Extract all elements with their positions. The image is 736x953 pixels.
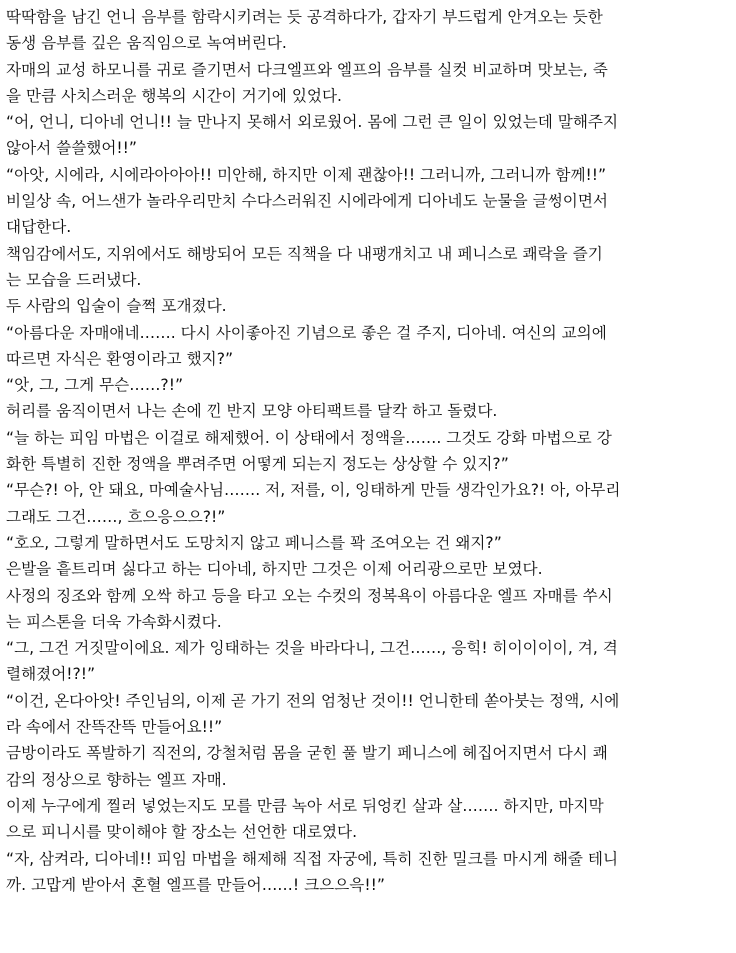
- text-line: 비일상 속, 어느샌가 놀라우리만치 수다스러워진 시에라에게 디아네도 눈물을 글썽이면서: [6, 192, 608, 211]
- text-line: “어, 언니, 디아네 언니!! 늘 만나지 못해서 외로웠어. 몸에 그런 큰 일이 있었는데 말해주지: [6, 113, 619, 132]
- text-line: “아앗, 시에라, 시에라아아아!! 미안해, 하지만 이제 괜찮아!! 그러니까, 그러니까 함께!!”: [6, 165, 607, 184]
- text-line: 동생 음부를 깊은 움직임으로 녹여버린다.: [6, 34, 287, 53]
- text-line: 책임감에서도, 지위에서도 해방되어 모든 직책을 다 내팽개치고 내 페니스로 쾌락을 즐기: [6, 244, 603, 263]
- text-line: “아름다운 자매애네……. 다시 사이좋아진 기념으로 좋은 걸 주지, 디아네. 여신의 교의에: [6, 323, 607, 342]
- text-line: 는 피스톤을 더욱 가속화시켰다.: [6, 612, 222, 631]
- text-line: 사정의 징조와 함께 오싹 하고 등을 타고 오는 수컷의 정복욕이 아름다운 엘프 자매를 쑤시: [6, 586, 613, 605]
- text-line: “호오, 그렇게 말하면서도 도망치지 않고 페니스를 꽉 조여오는 건 왜지?”: [6, 533, 502, 552]
- text-line: 을 만큼 사치스러운 행복의 시간이 거기에 있었다.: [6, 86, 342, 105]
- text-line: 감의 정상으로 향하는 엘프 자매.: [6, 770, 227, 789]
- text-line: “이건, 온다아앗! 주인님의, 이제 곧 가기 전의 엄청난 것이!! 언니한테 쏟아붓는 정액, 시에: [6, 691, 620, 710]
- text-line: 않아서 쓸쓸했어!!”: [6, 139, 137, 158]
- text-line: 렬해졌어!?!”: [6, 665, 96, 684]
- text-line: “그, 그건 거짓말이에요. 제가 잉태하는 것을 바라다니, 그건……, 응힉! 히이이이이, 겨, 격: [6, 639, 618, 658]
- text-line: 화한 특별히 진한 정액을 뿌려주면 어떻게 되는지 정도는 상상할 수 있지?”: [6, 455, 509, 474]
- text-line: 은발을 흩트리며 싫다고 하는 디아네, 하지만 그것은 이제 어리광으로만 보였다.: [6, 560, 543, 579]
- text-line: “늘 하는 피임 마법은 이걸로 해제했어. 이 상태에서 정액을……. 그것도 강화 마법으로 강: [6, 428, 612, 447]
- text-line: 두 사람의 입술이 슬쩍 포개졌다.: [6, 297, 227, 316]
- document-body: [6, 4, 734, 898]
- text-line: “앗, 그, 그게 무슨……?!”: [6, 376, 184, 395]
- text-line: 는 모습을 드러냈다.: [6, 270, 142, 289]
- text-line: 허리를 움직이면서 나는 손에 낀 반지 모양 아티팩트를 달칵 하고 돌렸다.: [6, 402, 498, 421]
- text-line: 따르면 자식은 환영이라고 했지?”: [6, 349, 234, 368]
- text-line: 대답한다.: [6, 218, 72, 237]
- text-line: 이제 누구에게 찔러 넣었는지도 모를 만큼 녹아 서로 뒤엉킨 살과 살……. 하지만, 마지막: [6, 796, 604, 815]
- text-line: 으로 피니시를 맞이해야 할 장소는 선언한 대로였다.: [6, 823, 358, 842]
- text-line: 까. 고맙게 받아서 혼혈 엘프를 만들어……! 크으으윽!!”: [6, 875, 385, 894]
- text-line: 그래도 그건……, 흐으응으으?!”: [6, 507, 226, 526]
- text-line: 라 속에서 잔뜩잔뜩 만들어요!!”: [6, 718, 223, 737]
- text-line: 자매의 교성 하모니를 귀로 즐기면서 다크엘프와 엘프의 음부를 실컷 비교하며 맛보는, 죽: [6, 60, 608, 79]
- text-line: 금방이라도 폭발하기 직전의, 강철처럼 몸을 굳힌 풀 발기 페니스에 헤집어지면서 다시 쾌: [6, 744, 608, 763]
- text-line: 딱딱함을 남긴 언니 음부를 함락시키려는 듯 공격하다가, 갑자기 부드럽게 안겨오는 듯한: [6, 8, 603, 26]
- text-line: “자, 삼켜라, 디아네!! 피임 마법을 해제해 직접 자궁에, 특히 진한 밀크를 마시게 해줄 테니: [6, 849, 619, 868]
- text-line: “무슨?! 아, 안 돼요, 마예술사님……. 저, 저를, 이, 잉태하게 만들 생각인가요?! 아, 아무리: [6, 481, 621, 500]
